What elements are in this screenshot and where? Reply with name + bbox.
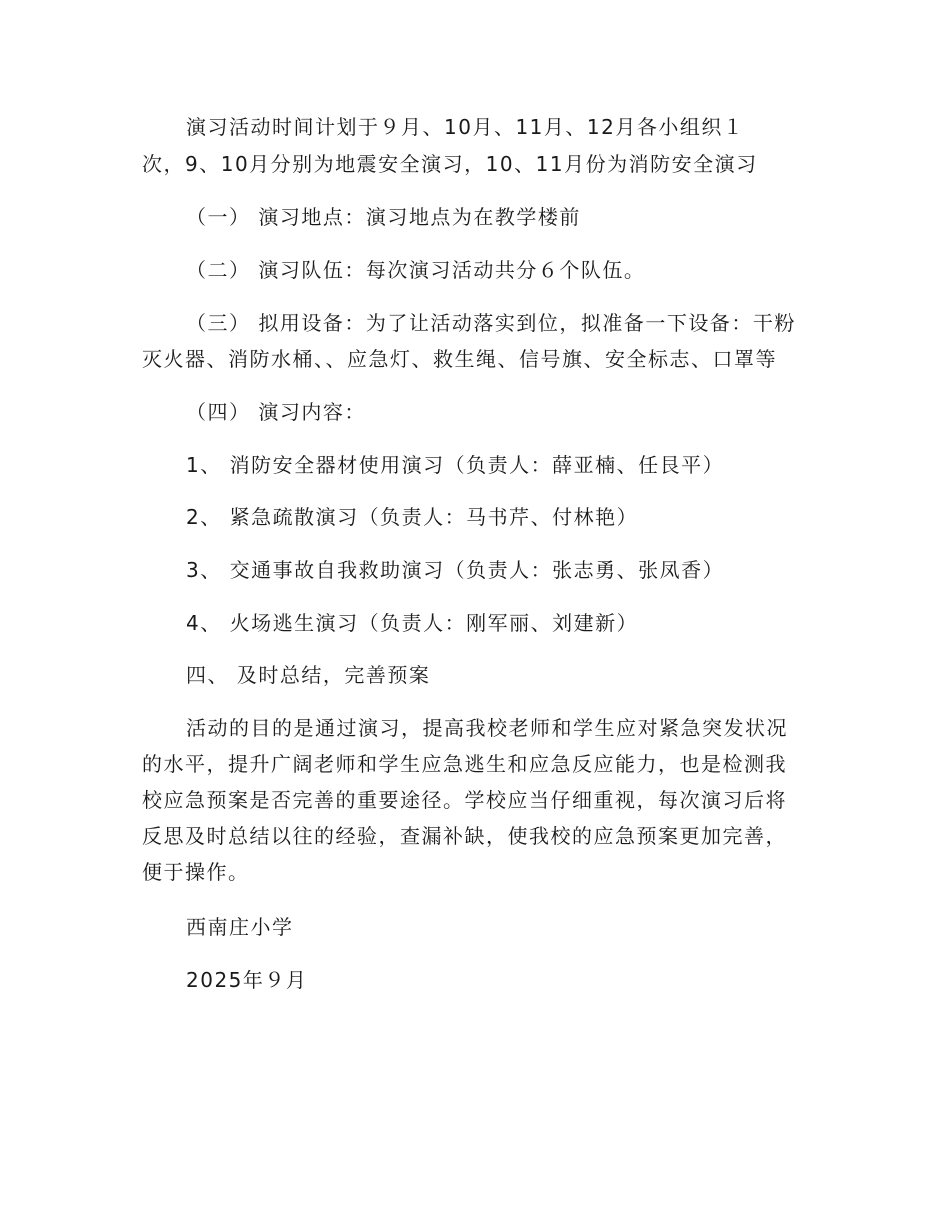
purpose-paragraph-line-2: 的水平，提升广阔老师和学生应急逃生和应急反应能力，也是检测我 <box>142 752 787 776</box>
drill-teams-item: （二） 演习队伍：每次演习活动共分６个队伍。 <box>186 258 646 282</box>
drill-content-heading: （四） 演习内容： <box>186 400 366 424</box>
section-four-heading: 四、 及时总结，完善预案 <box>186 663 431 687</box>
drill-location-item: （一） 演习地点：演习地点为在教学楼前 <box>186 205 581 229</box>
equipment-item-line-2: 灭火器、消防水桶、、应急灯、救生绳、信号旗、安全标志、口罩等 <box>142 347 777 371</box>
purpose-paragraph-line-3: 校应急预案是否完善的重要途径。学校应当仔细重视，每次演习后将 <box>142 788 787 812</box>
signature-date: 2025年９月 <box>186 968 308 992</box>
purpose-paragraph-line-5: 便于操作。 <box>142 860 250 884</box>
drill-content-item-4: 4、 火场逃生演习（负责人：刚军丽、刘建新） <box>186 611 639 635</box>
drill-content-item-1: 1、 消防安全器材使用演习（负责人：薛亚楠、任艮平） <box>186 453 725 477</box>
purpose-paragraph-line-1: 活动的目的是通过演习，提高我校老师和学生应对紧急突发状况 <box>186 716 788 740</box>
drill-content-item-3: 3、 交通事故自我救助演习（负责人：张志勇、张凤香） <box>186 558 725 582</box>
drill-content-item-2: 2、 紧急疏散演习（负责人：马书芹、付林艳） <box>186 505 639 529</box>
equipment-item-line-1: （三） 拟用设备：为了让活动落实到位，拟准备一下设备：干粉 <box>186 311 796 335</box>
purpose-paragraph-line-4: 反思及时总结以往的经验，查漏补缺，使我校的应急预案更加完善， <box>142 824 787 848</box>
schedule-paragraph-line-1: 演习活动时间计划于９月、10月、11月、12月各小组织１ <box>186 115 745 139</box>
signature-school-name: 西南庄小学 <box>186 915 294 939</box>
schedule-paragraph-line-2: 次，9、10月分别为地震安全演习，10、11月份为消防安全演习 <box>142 152 758 176</box>
